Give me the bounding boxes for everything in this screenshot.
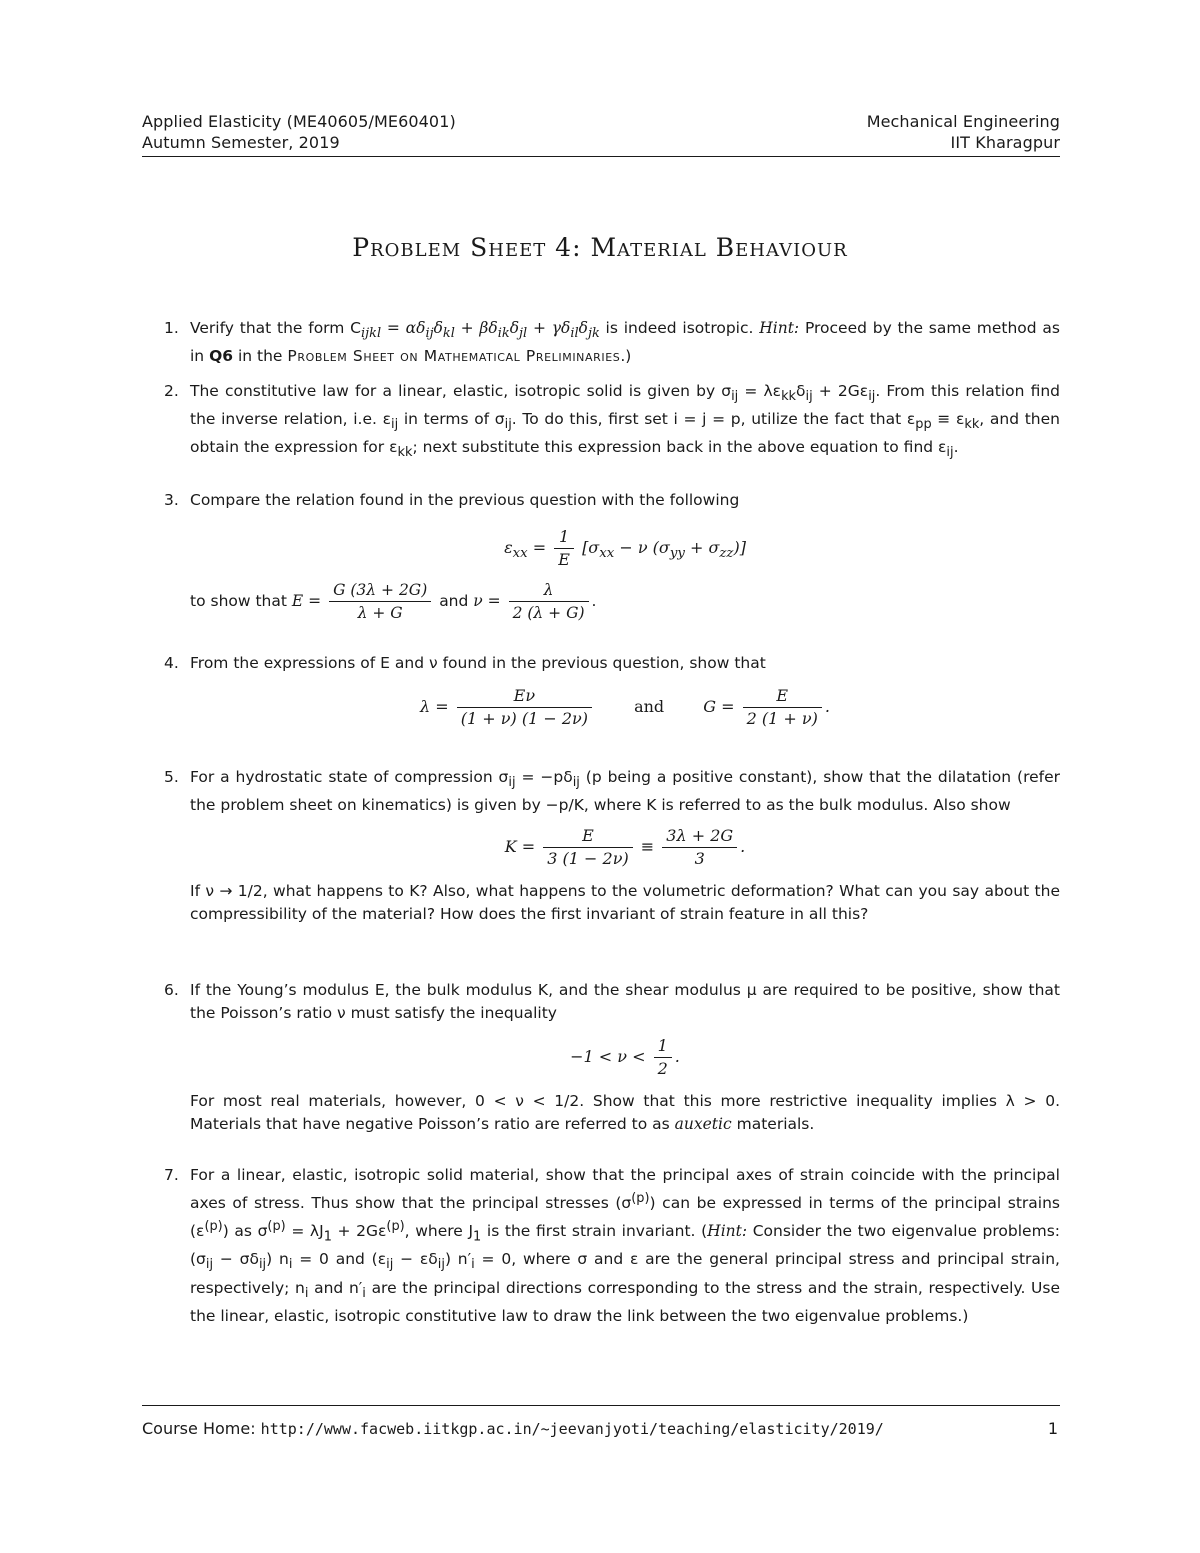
- footer-rule: [142, 1405, 1060, 1406]
- q1-sub: jk: [587, 326, 600, 342]
- and-text: and: [634, 697, 665, 716]
- question-text: [190, 489, 1060, 624]
- numerator: 1: [559, 527, 570, 546]
- fraction: [543, 825, 632, 870]
- numerator: G (3λ + 2G): [333, 581, 428, 599]
- q6-text: If the Young’s modulus E, the bulk modulus K, and the shear modulus μ are required to be positive, show that the Poisson’s ratio ν must satisfy the inequality: [190, 981, 1060, 1022]
- question-number: 6.: [164, 981, 179, 999]
- q1-sub: ij: [425, 326, 434, 342]
- q1-sub: ijkl: [361, 326, 382, 342]
- sheet-ref: Problem Sheet on Mathematical Preliminaries: [287, 347, 621, 366]
- eq-term: [σ: [582, 538, 600, 557]
- denominator: 2 (1 + ν): [743, 707, 822, 730]
- eq-sub: xx: [599, 546, 615, 562]
- equation: $\varepsilon_{xx}$ = $\frac{1}{E}$ [$\sigma_{xx} - \nu$ $(\sigma_{yy} + \sigma_{zz})$]: [504, 527, 746, 569]
- fraction: [509, 579, 589, 624]
- department: Mechanical Engineering: [866, 112, 1060, 131]
- inequality: [190, 1035, 1060, 1080]
- question-5: [142, 766, 1060, 926]
- page-number: 1: [1047, 1419, 1058, 1438]
- q1-sub: jl: [519, 326, 528, 342]
- show-text: to show that: [190, 592, 287, 610]
- footer: [142, 1419, 1060, 1438]
- question-number: 2.: [164, 382, 179, 400]
- question-ref: Q6: [209, 347, 234, 366]
- q1-math: δ: [509, 319, 520, 337]
- eq-term: λ =: [420, 697, 449, 716]
- denominator: 2 (λ + G): [509, 601, 589, 624]
- fraction: [654, 1035, 672, 1080]
- question-1: [142, 317, 1060, 368]
- semester: Autumn Semester, 2019: [142, 133, 340, 152]
- fraction: [329, 579, 431, 624]
- q5-text2: If ν → 1/2, what happens to K? Also, what happens to the volumetric deformation? What can you say about the compressibility of the material? How does the first invariant of strain feature in all this?: [190, 882, 1060, 924]
- eq-term: ν =: [473, 592, 501, 610]
- question-7: [142, 1164, 1060, 1328]
- header-left: [142, 111, 456, 153]
- q1-text: Verify that the form C: [190, 319, 361, 337]
- numerator: E: [582, 826, 594, 846]
- q5-text: For a hydrostatic state of compression $\sigma_{ij} = -p\delta_{ij}$ (p being a positive constant), show that the dilatation (refer the problem sheet on kinematics) is given by −p/K, where K is referred to as the bulk modulus. Also show: [190, 768, 1060, 815]
- eq-term: − ν (σ: [614, 538, 670, 557]
- eq-term: + σ: [684, 538, 720, 557]
- numerator: Eν: [513, 686, 536, 705]
- question-number: 1.: [164, 319, 179, 337]
- q3-intro: Compare the relation found in the previous question with the following: [190, 491, 740, 509]
- fraction: [554, 526, 574, 571]
- question-number: 3.: [164, 491, 179, 509]
- page-title: Problem Sheet 4: Material Behaviour: [352, 233, 848, 262]
- q6-text2: For most real materials, however, 0 < ν < 1/2. Show that this more restrictive inequality implies λ > 0. Materials that have negative Poisson’s ratio are referred to as auxetic materials.: [190, 1092, 1060, 1133]
- q4-intro: From the expressions of E and ν found in the previous question, show that: [190, 654, 766, 672]
- eq-end: .: [674, 1047, 680, 1066]
- denominator: 3 (1 − 2ν): [543, 847, 632, 870]
- q1-math: = αδ: [381, 319, 426, 337]
- eq-sub: zz: [719, 546, 734, 562]
- question-number: 4.: [164, 654, 179, 672]
- eq-sub: xx: [512, 546, 528, 562]
- q1-sub: ik: [497, 326, 510, 342]
- question-text: For a linear, elastic, isotropic solid material, show that the principal axes of strain coincide with the principal axes of stress. Thus show that the principal stresses $(\sigma^{(p)})$ can be expressed in terms of the principal strains $(\varepsilon^{(p)})$ as $\sigma^{(p)} = \lambda J_1 + 2G\varepsilon^{(p)}$, where $J_1$ is the first strain invariant. (Hint: Consider the two eigenvalue problems: $(\sigma_{ij} - \sigma\delta_{ij}) n_i = 0$ and $(\varepsilon_{ij} - \varepsilon\delta_{ij}) n'_i = 0$, where σ and ε are the general principal stress and principal strain, respectively; $n_i$ and $n'_i$ are the principal directions corresponding to the stress and the strain, respectively. Use the linear, elastic, isotropic constitutive law to draw the link between the two eigenvalue problems.): [190, 1166, 1060, 1325]
- question-text: [190, 317, 1060, 368]
- course-name: Applied Elasticity (ME40605/ME60401): [142, 112, 456, 131]
- fraction: [457, 685, 592, 730]
- question-number: 7.: [164, 1166, 179, 1184]
- eq-term: −1 < ν <: [570, 1047, 646, 1066]
- denominator: (1 + ν) (1 − 2ν): [457, 707, 592, 730]
- denominator: λ + G: [329, 601, 431, 624]
- footer-label: Course Home:: [142, 1419, 261, 1438]
- eq-end: .: [824, 697, 830, 716]
- q1-math: + βδ: [454, 319, 498, 337]
- question-4: [142, 652, 1060, 738]
- denominator: 2: [654, 1057, 672, 1080]
- question-text: The constitutive law for a linear, elastic, isotropic solid is given by $\sigma_{ij} = \lambda\varepsilon_{kk}\delta_{ij} + 2G\varepsilon_{ij}$. From this relation find the inverse relation, i.e. $\varepsilon_{ij}$ in terms of $\sigma_{ij}$. To do this, first set i = j = p, utilize the fact that $\varepsilon_{pp} \equiv \varepsilon_{kk}$, and then obtain the expression for $\varepsilon_{kk}$; next substitute this expression back in the above equation to find $\varepsilon_{ij}$.: [190, 382, 1060, 461]
- question-text: [190, 766, 1060, 926]
- header-right: [867, 111, 1060, 153]
- q1-text: Proceed by the same method as in: [190, 319, 1060, 366]
- eq-term: K =: [504, 837, 536, 857]
- numerator: λ: [543, 581, 554, 599]
- eq-term: G =: [703, 697, 735, 716]
- q1-math: + γδ: [527, 319, 571, 337]
- question-number: 5.: [164, 768, 179, 786]
- eq-term: ε: [504, 538, 513, 557]
- denominator: 3: [662, 847, 737, 870]
- q1-text: .): [620, 347, 632, 366]
- eq-end: .: [740, 837, 746, 857]
- equation: [190, 685, 1060, 730]
- question-3: [142, 489, 1060, 624]
- eq-end: .: [591, 592, 597, 610]
- q1-math: δ: [578, 319, 588, 337]
- fraction: [662, 825, 737, 870]
- question-text: [190, 652, 1060, 730]
- and-text: and: [439, 592, 469, 610]
- q1-math: δ: [433, 319, 443, 337]
- equiv-sign: ≡: [640, 837, 655, 857]
- eq-term: )]: [733, 538, 746, 557]
- numerator: E: [776, 686, 789, 705]
- question-2: [142, 380, 1060, 464]
- course-home-link[interactable]: http://www.facweb.iitkgp.ac.in/~jeevanjyoti/teaching/elasticity/2019/: [260, 1420, 884, 1438]
- denominator: E: [554, 548, 574, 571]
- equation: [190, 825, 1060, 870]
- institute: IIT Kharagpur: [950, 133, 1060, 152]
- numerator: 3λ + 2G: [666, 826, 734, 846]
- q1-text: in the: [233, 347, 288, 366]
- header-rule: [142, 156, 1060, 157]
- numerator: 1: [657, 1036, 668, 1055]
- eq-sub: yy: [669, 546, 685, 562]
- question-6: [142, 979, 1060, 1136]
- q1-sub: il: [570, 326, 579, 342]
- q1-sub: kl: [442, 326, 455, 342]
- question-text: [190, 979, 1060, 1136]
- fraction: [743, 685, 822, 730]
- hint-label: Hint:: [759, 319, 800, 337]
- eq-term: E =: [291, 592, 322, 610]
- q3-show-line: [190, 579, 1060, 624]
- q1-text: is indeed isotropic.: [599, 319, 760, 337]
